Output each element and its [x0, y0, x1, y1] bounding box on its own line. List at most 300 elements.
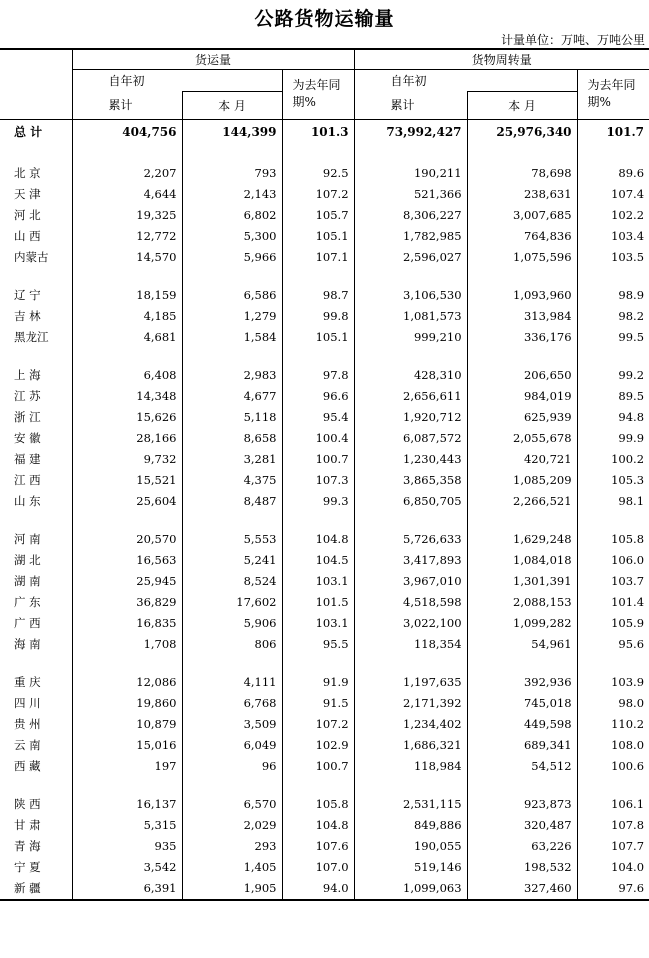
spacer-cell: [577, 777, 649, 794]
spacer-cell: [0, 777, 72, 794]
region-name: 天 津: [14, 186, 41, 201]
cell-v3: 102.9: [282, 735, 354, 756]
cell-v6: 89.6: [577, 163, 649, 184]
region-name: 山 西: [14, 228, 41, 243]
cell-v1: 20,570: [72, 529, 182, 550]
cell-v6: 104.0: [577, 857, 649, 878]
spacer-cell: [467, 146, 577, 163]
spacer-cell: [467, 512, 577, 529]
cell-v4: 6,850,705: [354, 491, 467, 512]
cell-v2: 4,375: [182, 470, 282, 491]
cell-v5: 54,512: [467, 756, 577, 777]
cell-v6: 99.5: [577, 327, 649, 348]
table-row: [0, 857, 649, 878]
header-month-2: 本 月: [467, 91, 577, 119]
table-row: [0, 815, 649, 836]
header-cumulative-2: 累计: [354, 91, 467, 119]
cell-v1: 15,626: [72, 407, 182, 428]
region-name: 甘 肃: [14, 817, 41, 832]
spacer-cell: [282, 777, 354, 794]
region-name: 重 庆: [14, 674, 41, 689]
table-row: [0, 163, 649, 184]
cell-v1: 2,207: [72, 163, 182, 184]
cell-v5: 1,629,248: [467, 529, 577, 550]
cell-v4: 521,366: [354, 184, 467, 205]
region-name: 宁 夏: [14, 859, 41, 874]
cell-v4: 2,596,027: [354, 247, 467, 268]
cell-v3: 105.1: [282, 226, 354, 247]
region-name: 贵 州: [14, 716, 41, 731]
spacer-cell: [354, 777, 467, 794]
spacer-cell: [467, 348, 577, 365]
header-yoy-2: [577, 69, 649, 119]
cell-v3: 107.2: [282, 184, 354, 205]
cell-v4: 3,022,100: [354, 613, 467, 634]
table-row: [0, 428, 649, 449]
region-name: 广 东: [14, 594, 41, 609]
total-label: 总 计: [14, 125, 43, 139]
table-row: [0, 491, 649, 512]
cell-v1: 19,860: [72, 693, 182, 714]
header-ytd-1: 自年初: [72, 69, 282, 91]
table-row: [0, 592, 649, 613]
region-name: 江 苏: [14, 388, 41, 403]
region-name: 西 藏: [14, 758, 41, 773]
table-row: [0, 878, 649, 900]
cell-v2: 5,553: [182, 529, 282, 550]
region-name: 江 西: [14, 472, 41, 487]
cell-v1: 12,772: [72, 226, 182, 247]
spacer-cell: [577, 655, 649, 672]
cell-v4: 1,099,063: [354, 878, 467, 900]
cell-v6: 106.1: [577, 794, 649, 815]
region-name: 湖 南: [14, 573, 41, 588]
header-region: [0, 49, 72, 119]
region-name: 广 西: [14, 615, 41, 630]
cell-v4: 849,886: [354, 815, 467, 836]
cell-v1: 15,521: [72, 470, 182, 491]
cell-v2: 96: [182, 756, 282, 777]
cell-v5: 2,088,153: [467, 592, 577, 613]
cell-v5: 984,019: [467, 386, 577, 407]
cell-v4: 999,210: [354, 327, 467, 348]
spacer-cell: [282, 512, 354, 529]
cell-v2: 806: [182, 634, 282, 655]
spacer-cell: [467, 655, 577, 672]
cell-v5: 1,085,209: [467, 470, 577, 491]
table-row: [0, 550, 649, 571]
cell-v2: 6,586: [182, 285, 282, 306]
region-name: 吉 林: [14, 308, 41, 323]
region-name: 新 疆: [0, 878, 72, 900]
cell-v3: 101.5: [282, 592, 354, 613]
cell-v1: 15,016: [72, 735, 182, 756]
cell-v1: 6,391: [72, 878, 182, 900]
table-row: [0, 794, 649, 815]
cell-v3: 107.2: [282, 714, 354, 735]
header-month-1: 本 月: [182, 91, 282, 119]
cell-v2: 1,905: [182, 878, 282, 900]
table-row: [0, 571, 649, 592]
total-v3: 101.3: [282, 119, 354, 146]
region-name: 福 建: [14, 451, 41, 466]
cell-v5: 313,984: [467, 306, 577, 327]
unit-note: 计量单位：万吨、万吨公里: [500, 33, 645, 47]
cell-v2: 4,111: [182, 672, 282, 693]
spacer-cell: [282, 268, 354, 285]
cell-v3: 100.4: [282, 428, 354, 449]
cell-v5: 54,961: [467, 634, 577, 655]
cell-v1: 10,879: [72, 714, 182, 735]
cell-v4: 190,211: [354, 163, 467, 184]
total-v1: 404,756: [72, 119, 182, 146]
group-spacer: [0, 348, 649, 365]
cell-v3: 105.7: [282, 205, 354, 226]
total-v6: 101.7: [577, 119, 649, 146]
region-name: 黑龙江: [14, 329, 49, 344]
cell-v2: 8,524: [182, 571, 282, 592]
cell-v6: 98.9: [577, 285, 649, 306]
region-name: 北 京: [14, 165, 41, 180]
spacer-cell: [577, 348, 649, 365]
group-spacer: [0, 146, 649, 163]
cell-v2: 793: [182, 163, 282, 184]
cell-v5: 689,341: [467, 735, 577, 756]
region-name: 四 川: [14, 695, 41, 710]
cell-v3: 98.7: [282, 285, 354, 306]
header-cumulative-1: 累计: [72, 91, 182, 119]
cell-v3: 99.3: [282, 491, 354, 512]
cell-v3: 104.8: [282, 815, 354, 836]
cell-v4: 1,197,635: [354, 672, 467, 693]
cell-v2: 17,602: [182, 592, 282, 613]
cell-v2: 3,281: [182, 449, 282, 470]
region-name: 云 南: [14, 737, 41, 752]
cell-v6: 97.6: [577, 878, 649, 900]
cell-v5: 764,836: [467, 226, 577, 247]
cell-v1: 14,570: [72, 247, 182, 268]
cell-v6: 89.5: [577, 386, 649, 407]
spacer-cell: [577, 268, 649, 285]
cell-v1: 19,325: [72, 205, 182, 226]
cell-v2: 6,802: [182, 205, 282, 226]
cell-v6: 100.6: [577, 756, 649, 777]
cell-v6: 94.8: [577, 407, 649, 428]
cell-v5: 392,936: [467, 672, 577, 693]
spacer-cell: [354, 268, 467, 285]
table-row: [0, 306, 649, 327]
cell-v2: 8,487: [182, 491, 282, 512]
region-name: 青 海: [14, 838, 41, 853]
cell-v2: 6,570: [182, 794, 282, 815]
cell-v3: 104.5: [282, 550, 354, 571]
table-row: [0, 285, 649, 306]
cell-v3: 96.6: [282, 386, 354, 407]
spacer-cell: [354, 512, 467, 529]
spacer-cell: [0, 512, 72, 529]
cell-v1: 25,945: [72, 571, 182, 592]
cell-v4: 3,967,010: [354, 571, 467, 592]
cell-v3: 91.9: [282, 672, 354, 693]
cell-v5: 923,873: [467, 794, 577, 815]
total-row: [0, 119, 649, 146]
spacer-cell: [72, 777, 182, 794]
table-row: [0, 672, 649, 693]
cell-v6: 98.0: [577, 693, 649, 714]
freight-table: [0, 48, 649, 901]
table-row: [0, 693, 649, 714]
cell-v5: 2,055,678: [467, 428, 577, 449]
table-row: [0, 735, 649, 756]
spacer-cell: [72, 512, 182, 529]
table-row: [0, 634, 649, 655]
cell-v2: 1,405: [182, 857, 282, 878]
cell-v6: 103.9: [577, 672, 649, 693]
cell-v3: 103.1: [282, 571, 354, 592]
cell-v3: 103.1: [282, 613, 354, 634]
cell-v5: 625,939: [467, 407, 577, 428]
cell-v5: 206,650: [467, 365, 577, 386]
cell-v1: 4,644: [72, 184, 182, 205]
cell-v6: 99.9: [577, 428, 649, 449]
cell-v2: 1,279: [182, 306, 282, 327]
cell-v6: 103.7: [577, 571, 649, 592]
cell-v3: 92.5: [282, 163, 354, 184]
cell-v3: 105.8: [282, 794, 354, 815]
table-row: [0, 365, 649, 386]
cell-v3: 99.8: [282, 306, 354, 327]
cell-v3: 107.0: [282, 857, 354, 878]
cell-v6: 107.4: [577, 184, 649, 205]
cell-v3: 97.8: [282, 365, 354, 386]
header-yoy-1: [282, 69, 354, 119]
region-name: 内蒙古: [14, 249, 49, 264]
total-v4: 73,992,427: [354, 119, 467, 146]
cell-v1: 9,732: [72, 449, 182, 470]
header-freight-volume: 货运量: [72, 49, 354, 69]
cell-v3: 95.4: [282, 407, 354, 428]
region-name: 浙 江: [14, 409, 41, 424]
cell-v5: 420,721: [467, 449, 577, 470]
cell-v2: 5,906: [182, 613, 282, 634]
cell-v4: 5,726,633: [354, 529, 467, 550]
header-freight-turnover: 货物周转量: [354, 49, 649, 69]
cell-v1: 4,185: [72, 306, 182, 327]
cell-v5: 1,084,018: [467, 550, 577, 571]
region-name: 安 徽: [14, 430, 41, 445]
table-row: [0, 407, 649, 428]
cell-v1: 18,159: [72, 285, 182, 306]
cell-v3: 107.3: [282, 470, 354, 491]
spacer-cell: [0, 146, 72, 163]
cell-v5: 78,698: [467, 163, 577, 184]
cell-v6: 110.2: [577, 714, 649, 735]
region-name: 陕 西: [14, 796, 41, 811]
cell-v4: 1,782,985: [354, 226, 467, 247]
cell-v4: 3,865,358: [354, 470, 467, 491]
spacer-cell: [467, 777, 577, 794]
cell-v4: 1,230,443: [354, 449, 467, 470]
cell-v3: 100.7: [282, 449, 354, 470]
region-name: 湖 北: [14, 552, 41, 567]
cell-v5: 1,093,960: [467, 285, 577, 306]
cell-v1: 16,563: [72, 550, 182, 571]
cell-v5: 745,018: [467, 693, 577, 714]
cell-v4: 1,081,573: [354, 306, 467, 327]
spacer-cell: [354, 655, 467, 672]
cell-v6: 107.7: [577, 836, 649, 857]
spacer-cell: [354, 146, 467, 163]
cell-v3: 91.5: [282, 693, 354, 714]
region-name: 河 北: [14, 207, 41, 222]
region-name: 山 东: [14, 493, 41, 508]
cell-v1: 36,829: [72, 592, 182, 613]
table-row: [0, 756, 649, 777]
spacer-cell: [72, 655, 182, 672]
cell-v2: 5,966: [182, 247, 282, 268]
cell-v2: 8,658: [182, 428, 282, 449]
table-row: [0, 470, 649, 491]
cell-v3: 104.8: [282, 529, 354, 550]
cell-v6: 107.8: [577, 815, 649, 836]
cell-v5: 1,075,596: [467, 247, 577, 268]
cell-v4: 118,354: [354, 634, 467, 655]
cell-v5: 3,007,685: [467, 205, 577, 226]
cell-v6: 101.4: [577, 592, 649, 613]
cell-v4: 1,920,712: [354, 407, 467, 428]
spacer-cell: [577, 146, 649, 163]
group-spacer: [0, 512, 649, 529]
header-ytd-2: 自年初: [354, 69, 577, 91]
group-spacer: [0, 655, 649, 672]
cell-v4: 2,531,115: [354, 794, 467, 815]
cell-v1: 197: [72, 756, 182, 777]
cell-v4: 1,234,402: [354, 714, 467, 735]
cell-v2: 2,143: [182, 184, 282, 205]
cell-v5: 63,226: [467, 836, 577, 857]
cell-v5: 1,301,391: [467, 571, 577, 592]
cell-v4: 428,310: [354, 365, 467, 386]
cell-v5: 327,460: [467, 878, 577, 900]
cell-v2: 1,584: [182, 327, 282, 348]
spacer-cell: [467, 268, 577, 285]
cell-v4: 3,417,893: [354, 550, 467, 571]
cell-v2: 293: [182, 836, 282, 857]
cell-v5: 238,631: [467, 184, 577, 205]
table-row: [0, 247, 649, 268]
cell-v4: 519,146: [354, 857, 467, 878]
cell-v2: 3,509: [182, 714, 282, 735]
spacer-cell: [72, 146, 182, 163]
cell-v5: 198,532: [467, 857, 577, 878]
cell-v3: 105.1: [282, 327, 354, 348]
cell-v6: 105.3: [577, 470, 649, 491]
cell-v1: 28,166: [72, 428, 182, 449]
cell-v4: 6,087,572: [354, 428, 467, 449]
spacer-cell: [182, 348, 282, 365]
cell-v4: 2,171,392: [354, 693, 467, 714]
cell-v5: 2,266,521: [467, 491, 577, 512]
table-row: [0, 226, 649, 247]
spacer-cell: [0, 268, 72, 285]
cell-v6: 98.2: [577, 306, 649, 327]
cell-v1: 6,408: [72, 365, 182, 386]
cell-v4: 190,055: [354, 836, 467, 857]
table-row: [0, 386, 649, 407]
table-row: [0, 205, 649, 226]
cell-v6: 105.9: [577, 613, 649, 634]
cell-v1: 12,086: [72, 672, 182, 693]
cell-v5: 320,487: [467, 815, 577, 836]
region-name: 辽 宁: [14, 287, 41, 302]
group-spacer: [0, 268, 649, 285]
cell-v1: 16,137: [72, 794, 182, 815]
spacer-cell: [354, 348, 467, 365]
cell-v2: 5,300: [182, 226, 282, 247]
cell-v6: 95.6: [577, 634, 649, 655]
cell-v2: 6,049: [182, 735, 282, 756]
cell-v6: 105.8: [577, 529, 649, 550]
cell-v6: 103.5: [577, 247, 649, 268]
spacer-cell: [182, 146, 282, 163]
header-yoy-1-line1: 为去年同: [292, 78, 341, 92]
header-yoy-2-line1: 为去年同: [587, 78, 636, 92]
total-v2: 144,399: [182, 119, 282, 146]
cell-v6: 99.2: [577, 365, 649, 386]
cell-v2: 2,983: [182, 365, 282, 386]
cell-v2: 5,241: [182, 550, 282, 571]
table-row: [0, 836, 649, 857]
cell-v2: 6,768: [182, 693, 282, 714]
spacer-cell: [72, 348, 182, 365]
cell-v1: 1,708: [72, 634, 182, 655]
total-v5: 25,976,340: [467, 119, 577, 146]
table-row: [0, 449, 649, 470]
cell-v2: 4,677: [182, 386, 282, 407]
cell-v5: 449,598: [467, 714, 577, 735]
cell-v4: 118,984: [354, 756, 467, 777]
cell-v6: 100.2: [577, 449, 649, 470]
cell-v1: 4,681: [72, 327, 182, 348]
spacer-cell: [0, 348, 72, 365]
spacer-cell: [282, 348, 354, 365]
cell-v4: 8,306,227: [354, 205, 467, 226]
spacer-cell: [72, 268, 182, 285]
cell-v1: 16,835: [72, 613, 182, 634]
group-spacer: [0, 777, 649, 794]
table-row: [0, 714, 649, 735]
cell-v1: 14,348: [72, 386, 182, 407]
cell-v3: 100.7: [282, 756, 354, 777]
cell-v6: 98.1: [577, 491, 649, 512]
spacer-cell: [182, 777, 282, 794]
table-row: [0, 613, 649, 634]
page-title: 公路货物运输量: [254, 8, 395, 30]
cell-v6: 103.4: [577, 226, 649, 247]
cell-v3: 95.5: [282, 634, 354, 655]
header-yoy-2-line2: 期%: [587, 95, 611, 109]
cell-v6: 108.0: [577, 735, 649, 756]
cell-v4: 2,656,611: [354, 386, 467, 407]
cell-v1: 25,604: [72, 491, 182, 512]
spacer-cell: [182, 512, 282, 529]
cell-v4: 3,106,530: [354, 285, 467, 306]
spacer-cell: [282, 146, 354, 163]
region-name: 海 南: [14, 636, 41, 651]
cell-v5: 336,176: [467, 327, 577, 348]
table-row: [0, 529, 649, 550]
cell-v1: 3,542: [72, 857, 182, 878]
